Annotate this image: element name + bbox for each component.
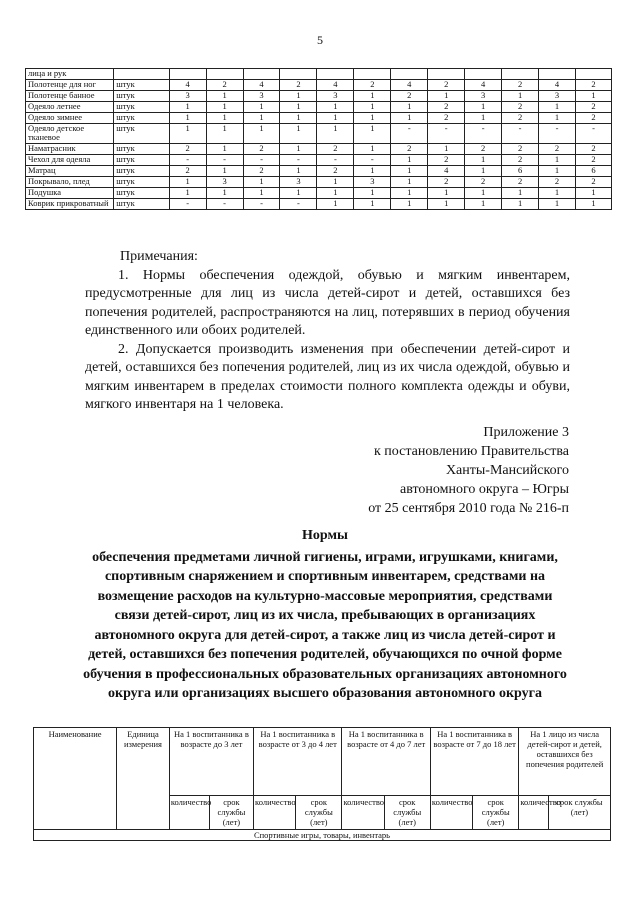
row-value: 1: [243, 124, 280, 144]
row-value: 1: [280, 144, 317, 155]
row-value: 2: [391, 91, 428, 102]
row-value: 1: [502, 199, 539, 210]
row-value: 1: [206, 144, 243, 155]
row-value: 4: [539, 80, 576, 91]
row-value: 1: [391, 188, 428, 199]
row-value: 2: [317, 144, 354, 155]
row-value: [243, 69, 280, 80]
row-value: 1: [354, 166, 391, 177]
row-value: 1: [206, 91, 243, 102]
row-name: Матрац: [26, 166, 114, 177]
row-value: 2: [502, 113, 539, 124]
row-value: 1: [391, 155, 428, 166]
row-value: 1: [502, 91, 539, 102]
row-value: 4: [428, 166, 465, 177]
row-value: 2: [575, 155, 611, 166]
row-value: 1: [317, 199, 354, 210]
row-value: 3: [317, 91, 354, 102]
row-value: 1: [169, 113, 206, 124]
group-header-5: На 1 лицо из числа детей-сирот и детей, оставшихся без попечения родителей: [519, 728, 611, 796]
row-value: 1: [354, 91, 391, 102]
row-value: 2: [428, 155, 465, 166]
row-unit: штук: [114, 113, 169, 124]
row-value: 1: [243, 113, 280, 124]
row-value: 1: [465, 102, 502, 113]
row-value: 1: [391, 113, 428, 124]
row-value: 1: [354, 102, 391, 113]
row-value: 1: [354, 113, 391, 124]
row-value: 1: [539, 102, 576, 113]
row-value: 1: [391, 199, 428, 210]
row-value: 1: [317, 102, 354, 113]
row-unit: штук: [114, 144, 169, 155]
row-value: 1: [280, 124, 317, 144]
row-value: [391, 69, 428, 80]
row-value: -: [206, 199, 243, 210]
row-value: 2: [391, 144, 428, 155]
row-name: Одеяло детское тканевое: [26, 124, 114, 144]
sub-qty-2: количество: [254, 796, 296, 830]
row-value: -: [280, 155, 317, 166]
row-value: [317, 69, 354, 80]
row-value: 2: [169, 166, 206, 177]
table-row: [26, 144, 612, 155]
row-value: 1: [317, 124, 354, 144]
clothing-norms-table: [25, 68, 612, 210]
row-value: 2: [206, 80, 243, 91]
row-unit: штук: [114, 155, 169, 166]
row-value: 1: [575, 199, 611, 210]
row-value: 3: [539, 91, 576, 102]
row-value: 1: [243, 188, 280, 199]
row-value: 1: [317, 177, 354, 188]
sub-term-1: срок службы (лет): [209, 796, 253, 830]
row-value: 2: [502, 155, 539, 166]
row-value: 2: [575, 113, 611, 124]
appendix-line-4: автономного округа – Югры: [400, 482, 569, 497]
row-value: [354, 69, 391, 80]
row-value: 4: [243, 80, 280, 91]
appendix-line-2: к постановлению Правительства: [373, 444, 569, 459]
row-value: 1: [428, 91, 465, 102]
row-value: 1: [575, 91, 611, 102]
row-value: 3: [354, 177, 391, 188]
row-value: 2: [243, 166, 280, 177]
row-value: 1: [465, 188, 502, 199]
row-value: 1: [539, 166, 576, 177]
row-value: 1: [354, 124, 391, 144]
table-row: [26, 177, 612, 188]
notes-heading: Примечания:: [120, 249, 198, 264]
group-header-4: На 1 воспитанника в возрасте от 7 до 18 лет: [430, 728, 518, 796]
section-row-sports: Спортивные игры, товары, инвентарь: [34, 830, 611, 841]
row-value: 1: [539, 113, 576, 124]
row-value: 1: [169, 102, 206, 113]
note-1: 1. Нормы обеспечения одеждой, обувью и мягким инвентарем, предусмотренные для лиц из числа детей-сирот и детей, оставшихся без попечения родителей, распространяются на лиц, потерявших в период обучения единственного или обоих родителей.: [85, 267, 570, 338]
row-value: 3: [243, 91, 280, 102]
row-value: -: [169, 199, 206, 210]
row-name: Покрывало, плед: [26, 177, 114, 188]
appendix-line-3: Ханты-Мансийского: [445, 463, 569, 478]
row-value: 1: [206, 188, 243, 199]
page-number: 5: [317, 33, 323, 47]
row-unit: штук: [114, 124, 169, 144]
row-value: 1: [317, 113, 354, 124]
row-value: 2: [502, 80, 539, 91]
row-value: -: [465, 124, 502, 144]
row-name: Чехол для одеяла: [26, 155, 114, 166]
row-value: 1: [243, 177, 280, 188]
row-value: 1: [169, 177, 206, 188]
title-body: обеспечения предметами личной гигиены, играми, игрушками, книгами, спортивным снаряжением и спортивным инвентарем, средствами на возмещение расходов на культурно-массовые мероприятия, средствами связи детей-сирот, лиц из их числа, пребывающих в организациях автономного округа для детей-сирот, а также лиц из числа детей-сирот и детей, оставшихся без попечения родителей, обучающихся по очной форме обучения в профессиональных образовательных организациях автономного округа или организациях высшего образования автономного округа: [83, 549, 567, 701]
row-name: лица и рук: [26, 69, 114, 80]
col-unit-header: Единица измерения: [117, 728, 170, 830]
sub-qty-3: количество: [342, 796, 384, 830]
row-value: 1: [280, 188, 317, 199]
row-unit: штук: [114, 166, 169, 177]
group-header-3: На 1 воспитанника в возрасте от 4 до 7 лет: [342, 728, 430, 796]
table-row: [26, 113, 612, 124]
notes-block: [85, 248, 570, 415]
row-value: -: [169, 155, 206, 166]
row-value: 3: [169, 91, 206, 102]
row-name: Одеяло летнее: [26, 102, 114, 113]
row-value: 1: [206, 102, 243, 113]
row-value: -: [354, 155, 391, 166]
row-value: 2: [428, 80, 465, 91]
row-value: 1: [575, 188, 611, 199]
row-value: 2: [575, 177, 611, 188]
row-value: -: [575, 124, 611, 144]
row-value: 2: [428, 113, 465, 124]
row-value: 1: [280, 166, 317, 177]
row-value: -: [391, 124, 428, 144]
sub-qty-4: количество: [430, 796, 472, 830]
row-value: 1: [206, 124, 243, 144]
row-value: 4: [465, 80, 502, 91]
row-value: -: [280, 199, 317, 210]
row-value: 4: [391, 80, 428, 91]
appendix-block: [300, 423, 569, 518]
hygiene-norms-table: [33, 727, 611, 841]
table-row: [26, 155, 612, 166]
row-value: [465, 69, 502, 80]
row-value: -: [243, 155, 280, 166]
row-value: 4: [317, 80, 354, 91]
row-value: 1: [169, 188, 206, 199]
row-value: 1: [280, 102, 317, 113]
row-name: Подушка: [26, 188, 114, 199]
table-row: [26, 188, 612, 199]
table-row: [26, 199, 612, 210]
row-unit: [114, 69, 169, 80]
row-value: 1: [465, 166, 502, 177]
sub-term-4: срок службы (лет): [473, 796, 519, 830]
row-value: 1: [539, 155, 576, 166]
row-unit: штук: [114, 177, 169, 188]
row-value: 6: [502, 166, 539, 177]
row-value: 6: [575, 166, 611, 177]
row-value: [502, 69, 539, 80]
row-value: 2: [428, 102, 465, 113]
row-value: 2: [575, 102, 611, 113]
row-value: 1: [354, 188, 391, 199]
row-value: 1: [354, 144, 391, 155]
row-name: Коврик прикроватный: [26, 199, 114, 210]
row-name: Полотенце банное: [26, 91, 114, 102]
title-heading: Нормы: [302, 528, 348, 543]
row-value: 1: [391, 166, 428, 177]
row-unit: штук: [114, 199, 169, 210]
group-header-1: На 1 воспитанника в возрасте до 3 лет: [169, 728, 253, 796]
appendix-line-1: Приложение 3: [483, 425, 569, 440]
table-row: [26, 80, 612, 91]
row-value: 1: [539, 199, 576, 210]
row-value: 2: [354, 80, 391, 91]
row-value: 2: [502, 144, 539, 155]
row-value: 1: [243, 102, 280, 113]
note-2: 2. Допускается производить изменения при обеспечении детей-сирот и детей, оставшихся без попечения родителей, лиц из их числа одеждой, обувью и мягким инвентарем в пределах стоимости полного комплекта одежды и обуви, мягкого инвентаря на 1 человека.: [85, 341, 570, 412]
table-row: [26, 166, 612, 177]
sub-term-5: срок службы (лет): [548, 796, 610, 830]
document-title: [80, 526, 570, 704]
row-value: [575, 69, 611, 80]
row-value: 2: [280, 80, 317, 91]
row-unit: штук: [114, 188, 169, 199]
row-value: 1: [206, 113, 243, 124]
row-value: 1: [465, 113, 502, 124]
row-value: -: [243, 199, 280, 210]
row-value: [428, 69, 465, 80]
row-value: 3: [206, 177, 243, 188]
row-value: 1: [502, 188, 539, 199]
appendix-line-5: от 25 сентября 2010 года № 216-п: [368, 501, 569, 516]
row-value: [169, 69, 206, 80]
row-value: -: [539, 124, 576, 144]
row-value: 2: [243, 144, 280, 155]
row-value: 1: [280, 113, 317, 124]
col-name-header: Наименование: [34, 728, 117, 830]
row-value: 4: [169, 80, 206, 91]
row-value: 2: [465, 177, 502, 188]
row-value: 2: [575, 80, 611, 91]
row-value: 1: [428, 199, 465, 210]
table-row: [26, 69, 612, 80]
row-value: 1: [280, 91, 317, 102]
row-value: 1: [317, 188, 354, 199]
row-value: 2: [502, 102, 539, 113]
row-value: 1: [391, 102, 428, 113]
row-value: 3: [280, 177, 317, 188]
row-unit: штук: [114, 80, 169, 91]
row-value: 2: [575, 144, 611, 155]
row-unit: штук: [114, 102, 169, 113]
row-name: Одеяло зимнее: [26, 113, 114, 124]
row-value: [280, 69, 317, 80]
row-value: 2: [317, 166, 354, 177]
sub-qty-1: количество: [169, 796, 209, 830]
sub-term-2: срок службы (лет): [296, 796, 342, 830]
row-value: 2: [465, 144, 502, 155]
row-value: -: [317, 155, 354, 166]
row-name: Полотенце для ног: [26, 80, 114, 91]
table-row: [26, 102, 612, 113]
row-value: 1: [206, 166, 243, 177]
sub-term-3: срок службы (лет): [384, 796, 430, 830]
row-value: 1: [428, 188, 465, 199]
table-row: [26, 124, 612, 144]
row-value: 1: [465, 155, 502, 166]
row-value: 1: [539, 188, 576, 199]
row-value: 2: [539, 177, 576, 188]
row-value: 1: [428, 144, 465, 155]
row-value: 3: [465, 91, 502, 102]
row-value: [206, 69, 243, 80]
row-value: -: [206, 155, 243, 166]
row-unit: штук: [114, 91, 169, 102]
row-value: 1: [391, 177, 428, 188]
row-name: Наматрасник: [26, 144, 114, 155]
row-value: 1: [169, 124, 206, 144]
row-value: -: [502, 124, 539, 144]
row-value: 1: [354, 199, 391, 210]
row-value: [539, 69, 576, 80]
row-value: 2: [539, 144, 576, 155]
sub-qty-5: количество: [519, 796, 548, 830]
row-value: 2: [428, 177, 465, 188]
table-row: [26, 91, 612, 102]
row-value: 2: [502, 177, 539, 188]
group-header-2: На 1 воспитанника в возрасте от 3 до 4 лет: [254, 728, 342, 796]
row-value: -: [428, 124, 465, 144]
row-value: 2: [169, 144, 206, 155]
row-value: 1: [465, 199, 502, 210]
